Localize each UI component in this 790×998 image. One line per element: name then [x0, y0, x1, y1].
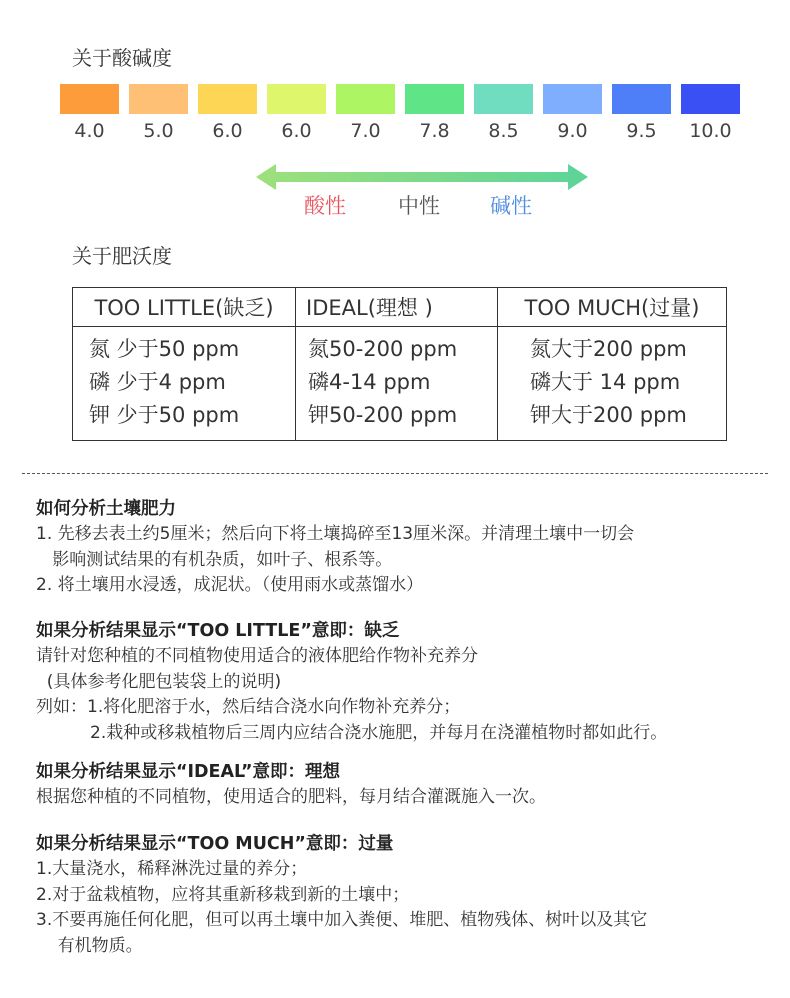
ph-swatch	[267, 84, 326, 114]
ph-swatch	[681, 84, 740, 114]
ph-swatch	[60, 84, 119, 114]
too-much-heading: 如果分析结果显示“TOO MUCH”意即：过量	[36, 834, 394, 854]
too-little-line: 列如：1.将化肥溶于水，然后结合浇水向作物补充养分；	[36, 697, 461, 717]
ph-swatch-label: 6.0	[212, 120, 243, 142]
column-header-too-little: TOO LITTLE(缺乏)	[73, 288, 296, 327]
analysis-block	[36, 496, 776, 599]
ph-swatch-label: 9.5	[626, 120, 657, 142]
ideal-block	[36, 759, 776, 811]
too-little-heading: 如果分析结果显示“TOO LITTLE”意即：缺乏	[36, 621, 400, 641]
analysis-line: 1. 先移去表土约5厘米；然后向下将土壤捣碎至13厘米深。并清理土壤中一切会	[36, 524, 635, 544]
nitrogen-value: 氮大于200 ppm	[530, 337, 687, 361]
fertility-table	[72, 287, 727, 441]
phosphorus-value: 磷大于 14 ppm	[530, 370, 681, 394]
ideal-heading: 如果分析结果显示“IDEAL”意即：理想	[36, 762, 340, 782]
alkaline-label: 碱性	[490, 194, 532, 218]
ph-swatch	[198, 84, 257, 114]
too-little-line: 2.栽种或移栽植物后三周内应结合浇水施肥，并每月在浇灌植物时都如此行。	[36, 722, 668, 743]
phosphorus-value: 磷 少于4 ppm	[89, 370, 226, 394]
table-cell-ideal	[296, 327, 498, 441]
table-cell-too-little	[73, 327, 296, 441]
fertility-section-title: 关于肥沃度	[72, 244, 172, 268]
dashed-divider	[22, 473, 768, 474]
potassium-value: 钾大于200 ppm	[530, 403, 687, 427]
ph-swatch-label: 7.0	[350, 120, 381, 142]
ph-swatch-label: 5.0	[143, 120, 174, 142]
column-header-ideal: IDEAL(理想 )	[296, 288, 498, 327]
ph-swatch	[405, 84, 464, 114]
analysis-line: 2. 将土壤用水浸透，成泥状。（使用雨水或蒸馏水）	[36, 575, 424, 595]
nitrogen-value: 氮 少于50 ppm	[89, 337, 240, 361]
too-much-line: 3.不要再施任何化肥，但可以再土壤中加入粪便、堆肥、植物残体、树叶以及其它	[36, 910, 648, 930]
ideal-line: 根据您种植的不同植物，使用适合的肥料，每月结合灌溉施入一次。	[36, 787, 546, 807]
ph-swatch-label: 7.8	[419, 120, 450, 142]
ph-swatch-label: 6.0	[281, 120, 312, 142]
too-much-line: 有机物质。	[36, 935, 143, 956]
ph-swatch	[336, 84, 395, 114]
column-header-too-much: TOO MUCH(过量)	[498, 288, 727, 327]
ph-swatch	[474, 84, 533, 114]
analysis-heading: 如何分析土壤肥力	[36, 499, 176, 519]
ph-swatch	[612, 84, 671, 114]
ph-swatch	[543, 84, 602, 114]
too-little-line: (具体参考化肥包装袋上的说明)	[36, 671, 282, 692]
ph-swatch-label: 8.5	[488, 120, 519, 142]
acid-label: 酸性	[304, 194, 346, 218]
analysis-line: 影响测试结果的有机杂质，如叶子、根系等。	[36, 549, 393, 570]
potassium-value: 钾 少于50 ppm	[89, 403, 240, 427]
table-row	[73, 327, 727, 441]
table-header-row	[73, 288, 727, 327]
too-little-block	[36, 618, 776, 746]
too-much-block	[36, 831, 776, 959]
phosphorus-value: 磷4-14 ppm	[308, 370, 431, 394]
too-much-line: 2.对于盆栽植物，应将其重新移栽到新的土壤中；	[36, 884, 410, 905]
potassium-value: 钾50-200 ppm	[308, 403, 458, 427]
too-little-line: 请针对您种植的不同植物使用适合的液体肥给作物补充养分	[36, 646, 478, 666]
ph-swatch-label: 10.0	[689, 120, 732, 142]
table-cell-too-much	[498, 327, 727, 441]
ph-section-title: 关于酸碱度	[72, 46, 172, 70]
ph-swatch-label: 4.0	[74, 120, 105, 142]
too-much-line: 1.大量浇水，稀释淋洗过量的养分；	[36, 859, 308, 879]
ph-swatch	[129, 84, 188, 114]
neutral-label: 中性	[398, 194, 440, 218]
ph-swatch-label: 9.0	[557, 120, 588, 142]
nitrogen-value: 氮50-200 ppm	[308, 337, 458, 361]
double-arrow-icon	[256, 164, 588, 190]
